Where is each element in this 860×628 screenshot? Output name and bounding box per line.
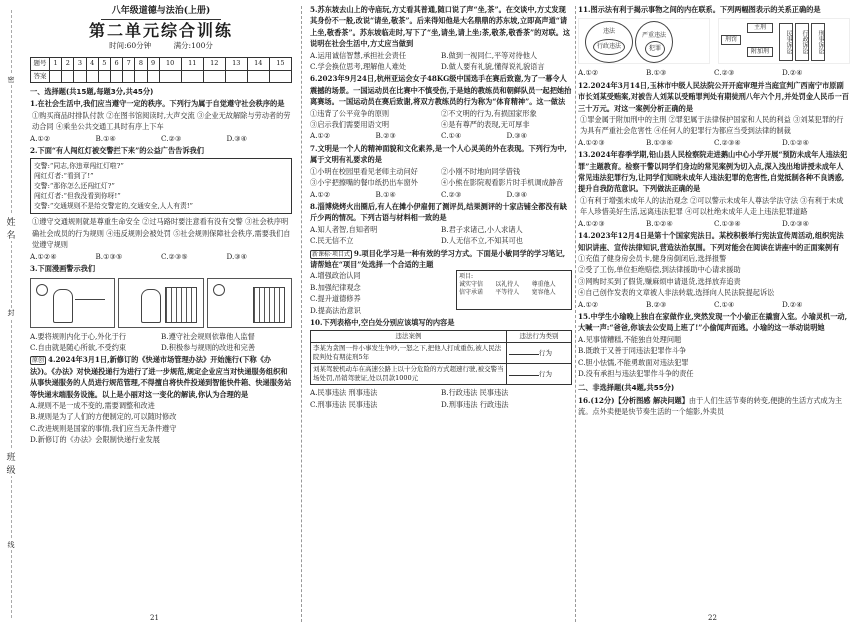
statement: ③小宇把擦嘴的餐巾纸扔出车窗外 [310,178,418,188]
option[interactable]: D.新修订的《办法》会限制快递行业发展 [30,435,160,445]
diagram-1 [578,18,710,64]
violation-table-header: 违法案例 [311,331,507,343]
statement: ④小熊在影院观看影片时手机调成静音 [441,178,564,188]
option[interactable]: A.民事违法 刑事违法 [310,388,378,398]
diagram-circle: 犯罪 [645,41,665,57]
seal-mark-mi: 密 [4,75,18,85]
seal-mark-feng: 封 [4,308,18,318]
study-note-cell: 诚实守信 [459,281,484,289]
exam-time: 时间:60分钟 [109,40,152,50]
option[interactable]: A.①② [30,133,51,143]
answer-cell[interactable] [123,70,135,82]
question-7 [310,143,572,200]
diagram-box: 主刑 [747,23,773,33]
question-14-stem: 14.2023年12月4日是第十个国家宪法日。某校积极举行宪法宣传周活动,组织宪法知识讲座、宣传法律知识,营造法治氛围。下列对能会在阅读在讲座中的正面案例有 [578,231,844,252]
question-5-options [310,50,572,73]
answer-number: 11 [181,58,203,70]
question-4 [30,354,292,445]
comic-panel-1 [30,278,115,328]
option[interactable]: B.既敢于又善于同违法犯罪作斗争 [578,346,687,356]
diagram-circle: 违法 [585,21,633,63]
statement: ⑤社会规则保障社会秩序,需要我们自觉遵守规则 [32,228,291,250]
answer-cell[interactable] [159,70,181,82]
option[interactable]: D.积极参与规则的改进和完善 [161,342,256,352]
question-2-options [30,251,292,262]
question-7-stem: 7.文明是一个人的精神面貌和文化素养,是一个人心灵美的外在表现。下列行为中,属于文明有礼要求的是 [310,143,567,165]
question-1-items [30,110,292,133]
question-6-items [310,108,572,131]
violation-blank[interactable]: 行为 [507,343,572,364]
option[interactable]: C.②③④ [714,137,741,147]
section-1-title: 一、选择题(共15题,每题3分,共45分) [30,87,154,97]
relation-diagrams [578,18,850,64]
statement: ②罪犯属于法律保护国家和人民的利益 [668,115,791,125]
diagram-box: 行政诉讼 [795,23,809,61]
question-16-stem: 由于人们生活节奏的转变,便捷的生活方式成为主流。点外卖便是快节奏生活的一个缩影,外卖员 [578,395,843,417]
answer-cell[interactable] [203,70,225,82]
answer-number: 13 [225,58,247,70]
question-9 [310,248,572,316]
question-16-tag: 【分析图感 解决问题】 [614,395,689,405]
rope-line [75,299,105,300]
page-number-right: 22 [708,613,717,622]
question-8-stem: 8.淄博烧烤火出圈后,有人在摊小伊雇佣了测评员,结果测评的十家店铺全都没有缺斤少两的情况。下列古语与材料相一致的是 [310,201,567,223]
option[interactable]: B.做到一视同仁,平等对待他人 [441,50,538,60]
answer-cell[interactable] [50,70,62,82]
option[interactable]: D.③④ [226,251,248,261]
option[interactable]: D.刑事违法 行政违法 [441,399,509,409]
question-4-stem: 原创 4.2024年3月1日,新修订的《快递市场管理办法》开始施行(下称《办法》)。《办法》对快递投递行为进行了进一步规范,规定企业应当对快递服务组织和从事快递服务的人员进行规范管理,不得擅自将快件投递到智能快件箱、快递服务站等快递末端服务设施。以上是小丽对这一变化的解读,你认为合理的是 [30,355,292,399]
column-divider [575,6,576,622]
question-7-items [310,166,572,189]
answer-number: 5 [98,58,110,70]
seal-mark-xian: 线 [4,540,18,550]
question-1 [30,98,292,144]
question-tag: 新课标·项目式 [312,250,350,258]
dialog-line: 闯红灯者:“看到了!” [34,172,94,181]
statement: ④自己创作发表的文章被人非法转载,选择向人民法院提起诉讼 [578,288,775,298]
statement: ②过马路时要注意看有没有交警 [142,217,243,227]
question-11-stem: 11.图示法有利于揭示事物之间的内在联系。下列两幅图表示的关系正确的是 [578,5,821,14]
option[interactable]: C.②③ [441,189,462,199]
question-15 [578,311,850,379]
comic-panel-2 [118,278,203,328]
study-note-cell: 尊重他人 [531,281,556,289]
book-title-underline [101,19,221,20]
question-5-stem: 5.苏东坡去山上的寺庙玩,方丈看其普通,随口说了声“坐,茶”。在交谈中,方丈发现其身份不一般,改说“请坐,敬茶”。后来得知他是大名鼎鼎的苏东坡,立即高声道“请上坐,敬香茶”。苏东坡临走时,写下了“坐,请坐,请上坐;茶,敬茶,敬香茶”的对联。这说明在社会生活中,方丈应当做到 [310,5,571,49]
question-11 [578,4,850,79]
statement: ②在图书馆阅读时,大声交流 [106,110,195,120]
diagram-circle: 行政违法 [593,39,625,55]
unit-title: 第二单元综合训练 [88,21,233,41]
option[interactable]: C.民无信不立 [310,236,354,246]
dialog-line: 交警:“同志,你违章闯红灯啦?” [34,162,124,171]
statement: ④是有尊严的表现,无可厚非 [441,120,530,130]
answer-number: 2 [62,58,74,70]
statement: ④任何人的犯罪行为都应当受到法律的制裁 [654,126,791,136]
comic-strip [30,278,292,328]
answer-table [30,57,292,83]
answer-table-answer-row [31,70,292,82]
option[interactable]: A.知人者智,自知者明 [310,224,378,234]
study-note-cell: 平等待人 [495,289,520,297]
study-note-cell: 宽容他人 [531,289,556,297]
statement: ①有利于增强未成年人的法治观念 [580,195,688,205]
question-4-options [30,400,292,446]
answer-number: 9 [147,58,159,70]
answer-number: 3 [74,58,86,70]
diagram-box: 刑罚 [721,35,741,45]
statement: ③社会秩序明确社会成员的行为规则 [32,217,289,238]
question-2-items [30,216,292,250]
option[interactable]: D.③④ [506,131,528,141]
question-9-stem: 新课标·项目式 9.项目化学习是一种有效的学习方式。下面是小敏同学的学习笔记,请帮她在“项目”处选择一个合适的主题 [310,248,566,269]
statement: ②受了工伤,单位拒绝赔偿,到法律援助中心请求援助 [578,265,741,275]
binding-margin [0,0,22,628]
question-14-options [578,299,850,310]
answer-cell[interactable] [74,70,86,82]
diagram-box: 民事诉讼 [779,23,793,61]
statement: ②小刚不时地向同学借钱 [441,166,521,176]
diagram-box: 附加刑 [747,47,773,57]
ad-dialog-box [30,158,292,214]
option[interactable]: D.提高法治意识 [310,305,361,315]
statement: ③企业无故解除与劳动者的劳动合同 [32,110,291,132]
statement: ①遵守交通规则就是尊重生命安全 [32,217,140,227]
option[interactable]: C.提升道德修养 [310,294,361,304]
violation-case: 刘某驾驶机动车在高速公路上以十分危险的方式超速行驶,被交警当场处罚,吊销驾驶证,处以罚款1000元 [311,364,507,385]
question-7-options [310,189,572,200]
question-16 [578,395,850,418]
option[interactable]: B.①②④ [646,218,673,228]
statement: ②不文明的行为,有损国家形象 [441,108,537,118]
question-12-items [578,114,850,137]
question-tag: 原创 [32,357,45,365]
question-12-stem: 12.2024年3月14日,玉林市中级人民法院公开开庭审理并当庭宣判广西南宁市原副市长刘某受贿案,对被告人刘某以受贿罪判处有期徒刑八年六个月,并处罚金人民币一百三十万元。对这一案例分析正确的是 [578,80,849,113]
option[interactable]: D.③④ [506,189,528,199]
option[interactable]: D.②④ [782,68,803,78]
violation-blank[interactable]: 行为 [507,364,572,385]
question-13-options [578,218,850,229]
prison-bars-icon [165,287,197,323]
section-2-title: 二、非选择题(共4题,共55分) [578,383,675,393]
column-3 [578,0,850,628]
option[interactable]: A.运用诚信智慧,承担社会责任 [310,50,407,60]
column-1 [30,0,292,628]
option[interactable]: A.见事情糟糕,不能独自处理问题 [578,334,682,344]
book-title: 八年级道德与法治(上册) [111,6,211,16]
answer-cell[interactable] [269,70,291,82]
option[interactable]: A.①② [310,189,331,199]
question-15-options [578,334,850,380]
option[interactable]: C.自由就是随心所欲,不受约束 [30,342,127,352]
question-3-options [30,331,292,354]
comic-panel-3 [207,278,292,328]
option[interactable]: B.①③⑤ [95,251,123,261]
violation-case: 李某为贪图一件小事发生争吵,一怒之下,把他人打成重伤,被人民法院判处有期徒刑5年 [311,343,507,364]
statement: ①违背了公平竞争的原则 [310,108,390,118]
violation-table-header: 违法行为类别 [507,331,572,343]
question-16-head: 16.(12分) [578,395,615,405]
option[interactable]: D.人无信不立,不知其可也 [441,236,523,246]
question-14 [578,230,850,310]
option[interactable]: C.②③ [161,133,182,143]
question-11-options [578,67,850,78]
option[interactable]: D.②③④ [782,218,810,228]
option[interactable]: B.遵守社会规则依靠他人监督 [161,331,255,341]
person-figure [141,289,161,323]
statement: ③有利于未成年人珍惜美好生活,远离违法犯罪 [580,195,844,217]
diagram-circle: 严重违法 [635,21,673,63]
question-6-stem: 6.2023年9月24日,杭州亚运会女子48KG级中国选手在赛后致谢,为了一幕令人震撼的场景。一国运动员在比赛中不慎受伤,于是她的教练员和朝鲜队员一起把她抬离赛场。一国运动员在赛后致谢,将双方教练员的行为称为“体育精神”。这一做法 [310,74,572,107]
exam-meta [30,40,292,51]
option[interactable]: B.②③ [646,299,667,309]
answer-number: 7 [123,58,135,70]
option[interactable]: B.①④ [95,133,116,143]
question-15-stem: 15.中学生小瑜晚上独自在家做作业,突然发现一个小偷正在撬窗入室。小瑜灵机一动,大喊一声:“爸爸,你该去公安局上班了!”小偷闻声而逃。小瑜的这一举动说明她 [578,311,848,333]
option[interactable]: C.胆小怯懦,不能勇敢面对违法犯罪 [578,357,689,367]
option[interactable]: D.③④ [226,133,248,143]
option[interactable]: A.①② [310,131,331,141]
statement: ①充值了健身房会员卡,健身房倒闭后,选择报警 [578,253,727,263]
answer-cell[interactable] [98,70,110,82]
answer-cell[interactable] [62,70,74,82]
statement: ①罪金属于附加刑中的主刑 [580,115,667,125]
option[interactable]: A.①②③ [578,218,605,228]
option[interactable]: D.做人要有礼貌,懂得说礼貌语言 [441,62,545,72]
prison-bars-icon [253,287,285,323]
study-note-cell: 信守承诺 [459,289,484,297]
question-12-options [578,137,850,148]
dialog-line: 交警:“那你怎么还闯红灯?” [34,182,115,191]
question-13-stem: 13.2024年春季学期,铅山县人民检察院走进鹅山中心小学开展“预防未成年人违法犯罪”主题教育。检察干警以同学们身边的常见案例为切入点,深入浅出地讲授未成年人常见违法犯罪行为,让同学们知晓未成年人违法犯罪的危害性,自觉抵制各种不良诱惑,提升自我防范意识。下列做法正确的是 [578,150,848,194]
option[interactable]: C.①④ [441,131,462,141]
answer-table-row-label: 题号 [31,58,50,70]
answer-number: 1 [50,58,62,70]
question-1-stem: 1.在社会生活中,我们应当遵守一定的秩序。下列行为属于自觉遵守社会秩序的是 [30,99,285,109]
option[interactable]: A.①② [578,68,599,78]
answer-cell[interactable] [147,70,159,82]
answer-table-row-label: 答案 [31,70,50,82]
statement: ①购买商品时排队付款 [32,110,104,120]
question-14-items [578,253,850,299]
answer-cell[interactable] [86,70,98,82]
question-12 [578,80,850,148]
option[interactable]: A.①② [578,299,599,309]
question-10 [310,317,572,410]
question-5 [310,4,572,72]
option[interactable]: D.①②④ [782,137,810,147]
statement: ④可以杜绝未成年人走上违法犯罪道路 [685,207,808,217]
name-label: 姓名 [4,215,18,241]
option[interactable]: A.①②③ [578,137,605,147]
option[interactable]: B.君子求诸己,小人求诸人 [441,224,523,234]
answer-cell[interactable] [110,70,122,82]
option[interactable]: A.规则不是一成不变的,需要调整和改进 [30,400,155,410]
answer-cell[interactable] [247,70,269,82]
answer-number: 14 [247,58,269,70]
page-number-left: 21 [150,613,159,622]
face-icon [213,284,225,296]
statement: ④乘坐公共交通工具时有序上下车 [55,122,164,132]
study-note-cells [459,281,569,297]
class-label: 班级 [4,450,18,476]
option[interactable]: C.改进规则是国家的事情,我们应当无条件遵守 [30,423,177,433]
statement: ②可以警示未成年人尊法学法守法 [690,195,798,205]
diagram-2 [718,18,850,64]
option[interactable]: B.规则是为了人们的方便制定的,可以随时修改 [30,412,177,422]
answer-number: 12 [203,58,225,70]
option[interactable]: B.②③ [375,131,396,141]
study-note-cell: 以礼待人 [495,281,520,289]
question-13 [578,149,850,229]
question-8 [310,201,572,247]
statement: ③启示我们需要用语文明 [310,120,390,130]
question-10-options [310,387,572,410]
option[interactable]: B.行政违法 民事违法 [441,388,509,398]
exam-score: 满分:100分 [173,40,213,50]
face-icon [36,284,48,296]
statement: ④违反规则会被处罚 [106,228,171,238]
answer-table-number-row [31,58,292,70]
option[interactable]: C.刑事违法 民事违法 [310,399,378,409]
option[interactable]: C.①③④ [714,218,741,228]
answer-cell[interactable] [181,70,203,82]
option[interactable]: C.②③ [714,68,735,78]
dialog-line: 交警:“交通规则不是给交警定的,交通安全,人人有责!” [34,202,194,211]
option[interactable]: C.②③⑤ [161,251,188,261]
answer-cell[interactable] [135,70,147,82]
answer-number: 6 [110,58,122,70]
person-figure [53,289,73,323]
option[interactable]: B.①③ [646,68,667,78]
option[interactable]: A.①②④ [30,251,57,261]
statement: ①小明在校园里看见老师主动问好 [310,166,418,176]
option[interactable]: A.要将规则内化于心,外化于行 [30,331,127,341]
study-note-box [456,270,572,310]
question-8-options [310,224,572,247]
question-3 [30,263,292,353]
column-divider [301,6,302,622]
option[interactable]: D.②④ [782,299,803,309]
question-10-stem: 10.下列表格中,空白处分别应该填写的内容是 [310,317,455,327]
question-2-stem: 2.下面“有人闯红灯被交警拦下来”的公益广告告诉我们 [30,146,204,156]
answer-number: 4 [86,58,98,70]
answer-number: 8 [135,58,147,70]
option[interactable]: B.①③④ [646,137,673,147]
answer-number: 10 [159,58,181,70]
statement: ③刘某犯罪的行为具有严重社会危害性 [580,115,844,136]
study-note-title: 项目: [459,273,474,281]
column-2 [310,0,572,628]
answer-cell[interactable] [225,70,247,82]
option[interactable]: C.①④ [714,299,735,309]
option[interactable]: D.没有承担与违法犯罪作斗争的责任 [578,368,694,378]
violation-table [310,330,572,385]
dialog-line: 闯红灯者:“但我没看到你呀!” [34,192,121,201]
statement: ③网购时买到了假货,赚麻烦申请退货,选择放弃追责 [578,276,741,286]
question-6-options [310,130,572,141]
option[interactable]: C.学会换位思考,理解他人难处 [310,62,407,72]
question-13-items [578,195,850,218]
question-1-options [30,133,292,144]
option[interactable]: B.①④ [375,189,396,199]
option[interactable]: B.加强纪律观念 [310,282,361,292]
answer-number: 15 [269,58,291,70]
option[interactable]: A.增强政治认同 [310,271,361,281]
question-2 [30,145,292,262]
diagram-box: 刑事诉讼 [811,23,825,61]
question-3-stem: 3.下面漫画警示我们 [30,264,96,274]
question-6 [310,73,572,141]
